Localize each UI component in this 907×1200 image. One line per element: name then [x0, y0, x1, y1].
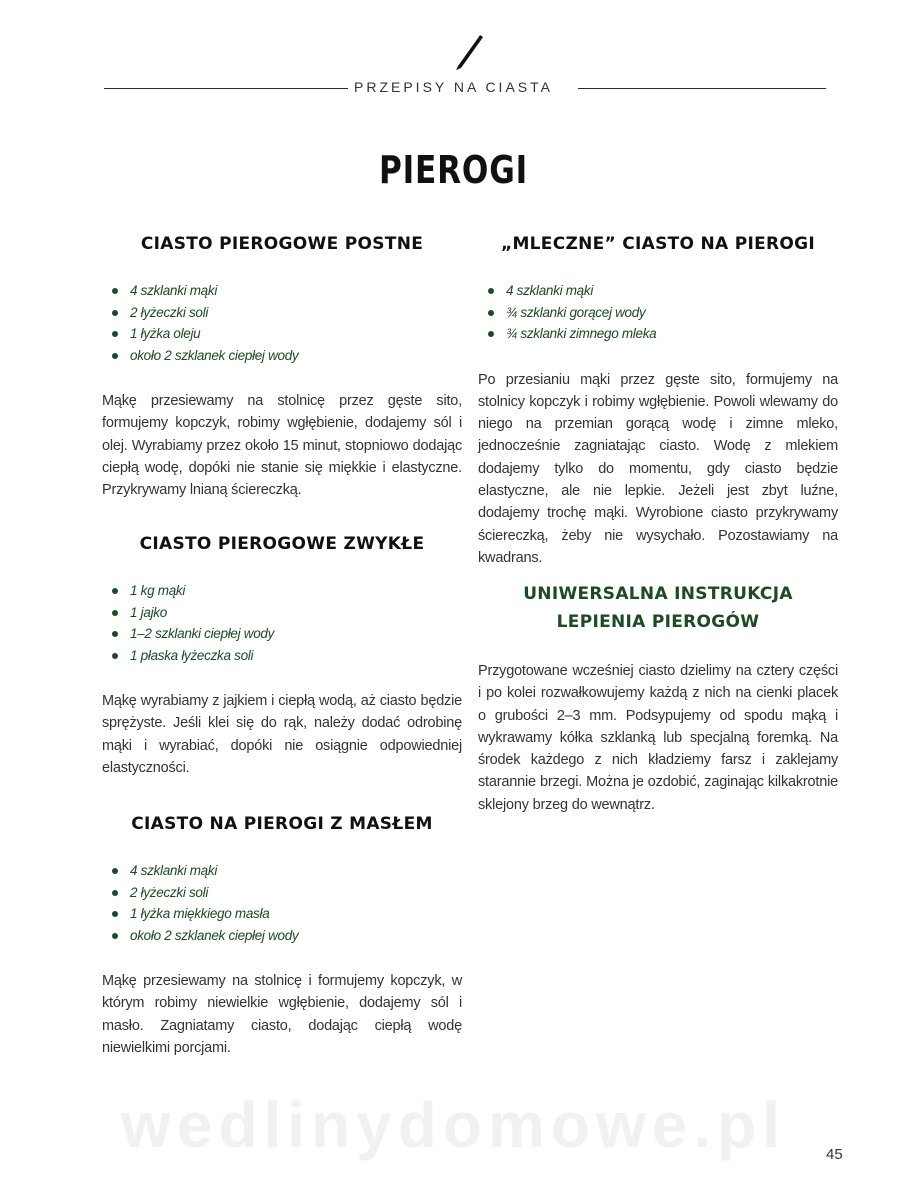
ingredient-list: [478, 280, 838, 345]
section-text: Przygotowane wcześniej ciasto dzielimy na cztery części i po kolei rozwałkowujemy każdą z nich na cienki placek o grubości 2–3 mm. Podsypujemy od spodu mąką i wykrawamy kółka szklanką lub specjalną foremką. Na środek każdego z nich kładziemy farsz i zaklejamy starannie brzegi. Można je ozdobić, zaginając kilkakrotnie sklejony brzeg do wewnątrz.: [478, 663, 838, 813]
list-item: 4 szklanki mąki: [478, 280, 838, 302]
section-text: Mąkę przesiewamy na stolnicę przez gęste sito, formujemy kopczyk, robimy wgłębienie, dodajemy sól i olej. Wyrabiamy przez około 15 minut, stopniowo dodając ciepłą wodę, dopóki nie stanie się miękkie i elastyczne. Przykrywamy lnianą ściereczką.: [102, 393, 462, 499]
list-item: 4 szklanki mąki: [102, 860, 462, 882]
list-item: 1 łyżka miękkiego masła: [102, 903, 462, 925]
ingredient-list: [102, 860, 462, 946]
list-item: 1 płaska łyżeczka soli: [102, 645, 462, 667]
list-item: 2 łyżeczki soli: [102, 302, 462, 324]
section-postne: [102, 230, 462, 501]
watermark: wedlinydomowe.pl: [121, 1089, 786, 1161]
section-title: CIASTO PIEROGOWE POSTNE: [140, 234, 424, 254]
list-item: 1 kg mąki: [102, 580, 462, 602]
list-item: 1 łyżka oleju: [102, 323, 462, 345]
list-item: ¾ szklanki zimnego mleka: [478, 323, 838, 345]
list-item: 2 łyżeczki soli: [102, 882, 462, 904]
section-instrukcja: [478, 580, 838, 816]
pen-icon: [440, 30, 488, 70]
section-zwykle: [102, 530, 462, 779]
section-text: Po przesianiu mąki przez gęste sito, formujemy na stolnicy kopczyk i robimy wgłębienie. Powoli wlewamy do niego na przemian gorącą wodę i zimne mleko, jednocześnie zagniatając ciasto. Wodę z mlekiem dodajemy tylko do momentu, gdy ciasto będzie elastyczne, ale nie lepkie. Jeżeli jest zbyt luźne, dodajemy trochę mąki. Wyrobione ciasto przykrywamy ściereczką, żeby nie wysychało. Pozostawiamy na kwadrans.: [478, 371, 838, 566]
section-title: „MLECZNE” CIASTO NA PIEROGI: [500, 234, 816, 254]
ingredient-list: [102, 280, 462, 366]
section-title: CIASTO PIEROGOWE ZWYKŁE: [139, 534, 425, 554]
running-head: PRZEPISY NA CIASTA: [0, 79, 907, 95]
section-title: CIASTO NA PIEROGI Z MASŁEM: [131, 814, 433, 834]
section-maslo: [102, 810, 462, 1059]
list-item: 4 szklanki mąki: [102, 280, 462, 302]
page-title: PIEROGI: [378, 148, 529, 192]
page-number: 45: [826, 1146, 843, 1163]
section-text: Mąkę przesiewamy na stolnicę i formujemy kopczyk, w którym robimy niewielkie wgłębienie, dodajemy sól i masło. Zagniatamy ciasto, dodając ciepłą wodę niewielkimi porcjami.: [102, 973, 462, 1056]
section-text: Mąkę wyrabiamy z jajkiem i ciepłą wodą, aż ciasto będzie sprężyste. Jeśli klei się do rąk, należy dodać odrobinę mąki i wyrabiać, dopóki nie osiągnie odpowiedniej elastyczności.: [102, 693, 462, 776]
list-item: około 2 szklanek ciepłej wody: [102, 925, 462, 947]
list-item: ¾ szklanki gorącej wody: [478, 302, 838, 324]
section-mleczne: [478, 230, 838, 569]
list-item: około 2 szklanek ciepłej wody: [102, 345, 462, 367]
section-title-line2: LEPIENIA PIEROGÓW: [556, 612, 760, 632]
ingredient-list: [102, 580, 462, 666]
section-title-line1: UNIWERSALNA INSTRUKCJA: [523, 584, 793, 604]
list-item: 1 jajko: [102, 602, 462, 624]
list-item: 1–2 szklanki ciepłej wody: [102, 623, 462, 645]
